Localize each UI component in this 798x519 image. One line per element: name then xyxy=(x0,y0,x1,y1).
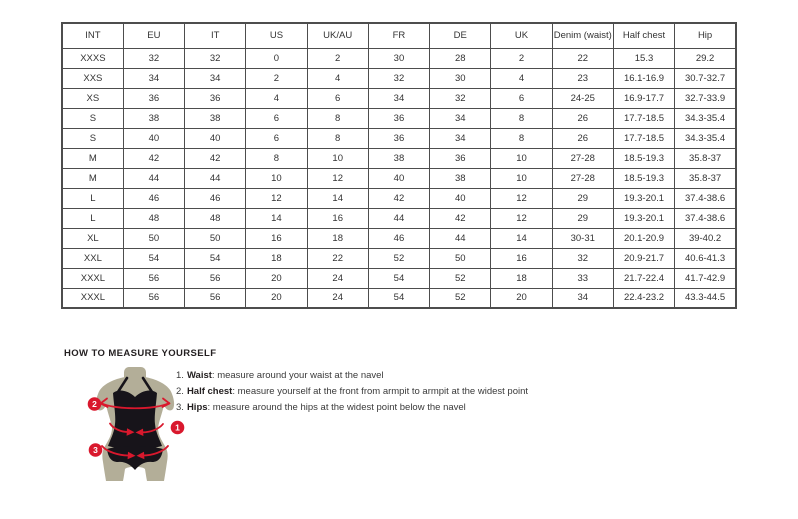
size-cell: 20 xyxy=(246,268,307,288)
table-row xyxy=(62,288,736,308)
instruction-label: Waist xyxy=(186,370,212,381)
size-cell: 16.1-16.9 xyxy=(613,68,674,88)
size-cell: 34.3-35.4 xyxy=(675,108,736,128)
size-cell: L xyxy=(62,208,123,228)
size-cell: XXXS xyxy=(62,48,123,68)
size-cell: 20.9-21.7 xyxy=(613,248,674,268)
instruction-label: Half chest xyxy=(186,386,233,397)
size-cell: 26 xyxy=(552,108,613,128)
size-cell: 20.1-20.9 xyxy=(613,228,674,248)
measure-instruction-hips xyxy=(176,402,528,413)
size-cell: 2 xyxy=(491,48,552,68)
table-row xyxy=(62,68,736,88)
size-conversion-table xyxy=(61,22,737,309)
table-row xyxy=(62,208,736,228)
size-cell: 24 xyxy=(307,268,368,288)
table-row xyxy=(62,128,736,148)
size-cell: 17.7-18.5 xyxy=(613,128,674,148)
size-cell: XXL xyxy=(62,248,123,268)
size-cell: 42 xyxy=(185,148,246,168)
table-row xyxy=(62,248,736,268)
size-cell: 30-31 xyxy=(552,228,613,248)
size-cell: 14 xyxy=(491,228,552,248)
hip-badge-number: 3 xyxy=(93,445,98,455)
size-cell: 6 xyxy=(491,88,552,108)
instruction-text: : measure around the hips at the widest point below the navel xyxy=(207,402,466,413)
size-cell: 54 xyxy=(123,248,184,268)
header-row xyxy=(62,23,736,48)
size-cell: 10 xyxy=(307,148,368,168)
size-cell: 50 xyxy=(430,248,491,268)
measure-instruction-half-chest xyxy=(176,386,528,397)
column-header: US xyxy=(246,23,307,48)
size-cell: 32 xyxy=(552,248,613,268)
table-row xyxy=(62,268,736,288)
size-table-body xyxy=(62,48,736,308)
size-cell: 33 xyxy=(552,268,613,288)
size-cell: 42 xyxy=(368,188,429,208)
size-cell: 21.7-22.4 xyxy=(613,268,674,288)
size-cell: 34 xyxy=(185,68,246,88)
size-cell: 0 xyxy=(246,48,307,68)
waist-badge-number: 1 xyxy=(175,422,180,433)
size-cell: 24-25 xyxy=(552,88,613,108)
column-header: EU xyxy=(123,23,184,48)
size-cell: 34.3-35.4 xyxy=(675,128,736,148)
waist-badge xyxy=(171,421,185,435)
size-cell: 40 xyxy=(368,168,429,188)
size-cell: XL xyxy=(62,228,123,248)
size-cell: 24 xyxy=(307,288,368,308)
size-cell: 56 xyxy=(123,268,184,288)
size-cell: 52 xyxy=(430,268,491,288)
size-cell: L xyxy=(62,188,123,208)
size-cell: 26 xyxy=(552,128,613,148)
size-cell: 6 xyxy=(246,108,307,128)
instruction-text: : measure yourself at the front from armpit to armpit at the widest point xyxy=(232,386,529,397)
size-cell: 34 xyxy=(123,68,184,88)
size-cell: 52 xyxy=(368,248,429,268)
size-cell: 2 xyxy=(246,68,307,88)
size-cell: 12 xyxy=(246,188,307,208)
size-cell: 22 xyxy=(307,248,368,268)
measure-instructions xyxy=(176,370,528,418)
size-cell: 16 xyxy=(491,248,552,268)
size-cell: 15.3 xyxy=(613,48,674,68)
instruction-number: 1. xyxy=(176,370,184,381)
size-cell: 52 xyxy=(430,288,491,308)
size-cell: 38 xyxy=(123,108,184,128)
size-cell: 44 xyxy=(123,168,184,188)
size-cell: 14 xyxy=(307,188,368,208)
size-cell: S xyxy=(62,108,123,128)
size-cell: 34 xyxy=(430,128,491,148)
size-cell: 34 xyxy=(368,88,429,108)
size-cell: S xyxy=(62,128,123,148)
table-row xyxy=(62,148,736,168)
size-table-header xyxy=(62,23,736,48)
size-cell: 2 xyxy=(307,48,368,68)
size-cell: 27-28 xyxy=(552,168,613,188)
size-cell: 32.7-33.9 xyxy=(675,88,736,108)
size-cell: 8 xyxy=(246,148,307,168)
size-cell: 12 xyxy=(307,168,368,188)
size-cell: 6 xyxy=(246,128,307,148)
size-cell: 34 xyxy=(552,288,613,308)
size-cell: 40 xyxy=(123,128,184,148)
size-cell: 8 xyxy=(307,128,368,148)
size-cell: 27-28 xyxy=(552,148,613,168)
table-row xyxy=(62,228,736,248)
table-row xyxy=(62,188,736,208)
size-cell: 46 xyxy=(123,188,184,208)
column-header: FR xyxy=(368,23,429,48)
size-cell: 39-40.2 xyxy=(675,228,736,248)
instruction-text: : measure around your waist at the navel xyxy=(211,370,384,381)
size-cell: 18.5-19.3 xyxy=(613,148,674,168)
size-cell: 23 xyxy=(552,68,613,88)
size-cell: 44 xyxy=(430,228,491,248)
size-cell: 19.3-20.1 xyxy=(613,208,674,228)
bust-badge xyxy=(88,397,102,411)
size-cell: 4 xyxy=(491,68,552,88)
size-cell: 18 xyxy=(491,268,552,288)
size-cell: XS xyxy=(62,88,123,108)
size-cell: 42 xyxy=(430,208,491,228)
column-header: Hip xyxy=(675,23,736,48)
swimsuit-top xyxy=(108,390,162,449)
size-cell: 18 xyxy=(307,228,368,248)
size-cell: 29 xyxy=(552,188,613,208)
size-cell: 8 xyxy=(491,128,552,148)
size-cell: 44 xyxy=(368,208,429,228)
instruction-number: 2. xyxy=(176,386,184,397)
size-cell: 32 xyxy=(430,88,491,108)
size-cell: 10 xyxy=(491,168,552,188)
instruction-number: 3. xyxy=(176,402,184,413)
size-cell: 54 xyxy=(368,288,429,308)
size-cell: 4 xyxy=(246,88,307,108)
size-cell: 20 xyxy=(491,288,552,308)
size-cell: 20 xyxy=(246,288,307,308)
size-cell: 32 xyxy=(123,48,184,68)
size-cell: 18 xyxy=(246,248,307,268)
size-cell: 44 xyxy=(185,168,246,188)
size-cell: 40 xyxy=(430,188,491,208)
measure-section-title: HOW TO MEASURE YOURSELF xyxy=(64,348,217,359)
size-cell: 54 xyxy=(368,268,429,288)
size-cell: 38 xyxy=(430,168,491,188)
size-cell: 46 xyxy=(185,188,246,208)
size-cell: 29.2 xyxy=(675,48,736,68)
size-cell: 38 xyxy=(185,108,246,128)
size-cell: XXS xyxy=(62,68,123,88)
size-cell: 12 xyxy=(491,188,552,208)
size-cell: 36 xyxy=(185,88,246,108)
size-cell: 54 xyxy=(185,248,246,268)
size-cell: 36 xyxy=(368,108,429,128)
size-cell: 12 xyxy=(491,208,552,228)
size-cell: 56 xyxy=(123,288,184,308)
table-row xyxy=(62,88,736,108)
size-cell: 4 xyxy=(307,68,368,88)
size-cell: 41.7-42.9 xyxy=(675,268,736,288)
size-cell: 37.4-38.6 xyxy=(675,188,736,208)
size-cell: 35.8-37 xyxy=(675,148,736,168)
size-cell: 8 xyxy=(491,108,552,128)
size-cell: 6 xyxy=(307,88,368,108)
column-header: Half chest xyxy=(613,23,674,48)
instruction-label: Hips xyxy=(186,402,208,413)
table-row xyxy=(62,168,736,188)
size-cell: 16.9-17.7 xyxy=(613,88,674,108)
size-cell: 22.4-23.2 xyxy=(613,288,674,308)
size-cell: 30.7-32.7 xyxy=(675,68,736,88)
size-cell: 32 xyxy=(185,48,246,68)
size-cell: 8 xyxy=(307,108,368,128)
column-header: IT xyxy=(185,23,246,48)
column-header: UK/AU xyxy=(307,23,368,48)
column-header: DE xyxy=(430,23,491,48)
size-cell: 36 xyxy=(430,148,491,168)
size-cell: 16 xyxy=(307,208,368,228)
measure-instruction-waist xyxy=(176,370,528,381)
table-row xyxy=(62,48,736,68)
size-cell: 46 xyxy=(368,228,429,248)
size-cell: 38 xyxy=(368,148,429,168)
bust-badge-number: 2 xyxy=(92,399,97,409)
column-header: INT xyxy=(62,23,123,48)
size-cell: 40.6-41.3 xyxy=(675,248,736,268)
size-cell: 34 xyxy=(430,108,491,128)
size-cell: 29 xyxy=(552,208,613,228)
size-cell: 36 xyxy=(123,88,184,108)
size-cell: 40 xyxy=(185,128,246,148)
size-cell: XXXL xyxy=(62,288,123,308)
size-cell: 28 xyxy=(430,48,491,68)
size-cell: 56 xyxy=(185,268,246,288)
column-header: Denim (waist) xyxy=(552,23,613,48)
size-cell: 48 xyxy=(123,208,184,228)
size-cell: 10 xyxy=(246,168,307,188)
size-cell: M xyxy=(62,148,123,168)
size-cell: 10 xyxy=(491,148,552,168)
size-cell: 30 xyxy=(430,68,491,88)
size-cell: 37.4-38.6 xyxy=(675,208,736,228)
size-cell: 36 xyxy=(368,128,429,148)
size-cell: 50 xyxy=(185,228,246,248)
size-cell: 14 xyxy=(246,208,307,228)
size-cell: 22 xyxy=(552,48,613,68)
size-cell: 35.8-37 xyxy=(675,168,736,188)
size-cell: 48 xyxy=(185,208,246,228)
column-header: UK xyxy=(491,23,552,48)
size-cell: 50 xyxy=(123,228,184,248)
size-cell: 30 xyxy=(368,48,429,68)
size-cell: XXXL xyxy=(62,268,123,288)
hip-badge xyxy=(89,443,103,457)
size-cell: 32 xyxy=(368,68,429,88)
size-cell: 19.3-20.1 xyxy=(613,188,674,208)
table-row xyxy=(62,108,736,128)
size-cell: 56 xyxy=(185,288,246,308)
size-cell: 43.3-44.5 xyxy=(675,288,736,308)
size-cell: 42 xyxy=(123,148,184,168)
size-cell: M xyxy=(62,168,123,188)
size-cell: 17.7-18.5 xyxy=(613,108,674,128)
size-cell: 18.5-19.3 xyxy=(613,168,674,188)
size-cell: 16 xyxy=(246,228,307,248)
